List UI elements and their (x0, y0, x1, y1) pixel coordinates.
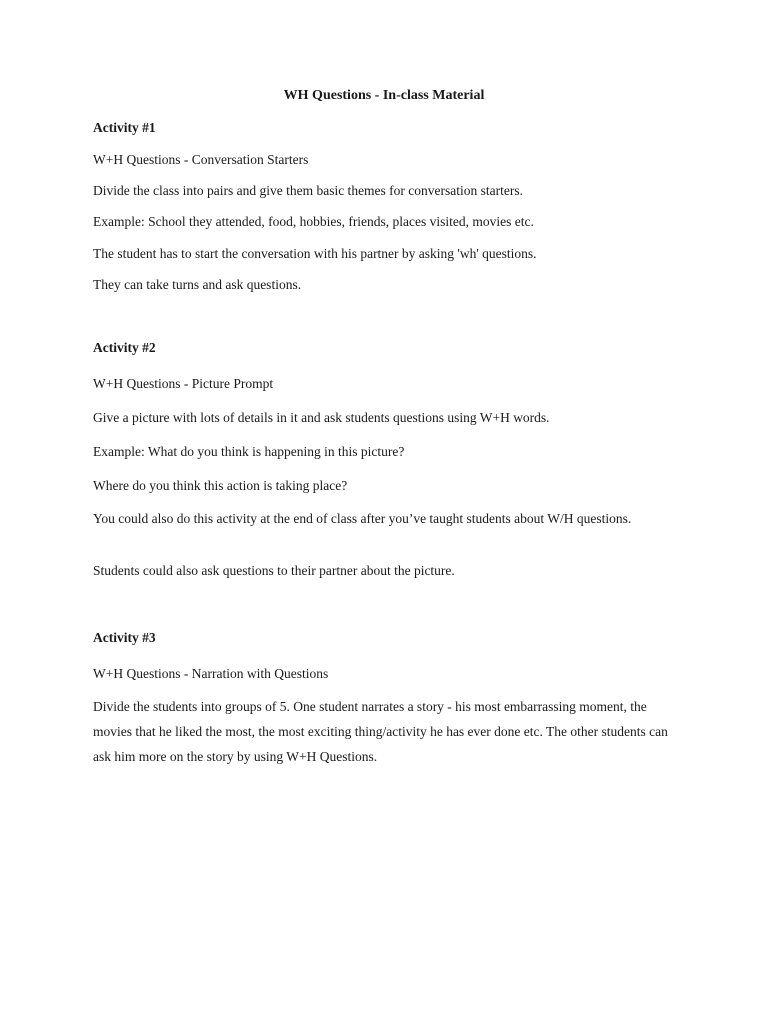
activity-2-paragraph-1: Give a picture with lots of details in it and ask students questions using W+H words. (93, 410, 550, 425)
activity-1-paragraph-4: They can take turns and ask questions. (93, 277, 302, 292)
activity-1-paragraph-1: Divide the class into pairs and give them basic themes for conversation starters. (93, 183, 524, 198)
activity-2-paragraph-4: You could also do this activity at the end of class after you’ve taught students about W/H questions. (93, 511, 632, 526)
activity-2-heading: Activity #2 (93, 340, 156, 355)
activity-3-paragraph-1: Divide the students into groups of 5. One student narrates a story - his most embarrassing moment, the movies that he liked the most, the most exciting thing/activity he has ever done etc. The other students can ask him more on the story by using W+H Questions. (93, 699, 668, 764)
activity-2-paragraph-5: Students could also ask questions to their partner about the picture. (93, 563, 455, 578)
activity-2-paragraph-3: Where do you think this action is taking place? (93, 478, 348, 493)
activity-2-paragraph-2: Example: What do you think is happening in this picture? (93, 444, 405, 459)
activity-1-heading: Activity #1 (93, 120, 156, 135)
document-title: WH Questions - In-class Material (283, 88, 485, 103)
activity-1-subtitle: W+H Questions - Conversation Starters (93, 152, 309, 167)
activity-2-subtitle: W+H Questions - Picture Prompt (93, 376, 274, 391)
activity-3-subtitle: W+H Questions - Narration with Questions (93, 666, 329, 681)
activity-3-heading: Activity #3 (93, 630, 156, 645)
activity-1-paragraph-3: The student has to start the conversation with his partner by asking 'wh' questions. (93, 246, 537, 261)
activity-1-paragraph-2: Example: School they attended, food, hobbies, friends, places visited, movies etc. (93, 214, 534, 229)
